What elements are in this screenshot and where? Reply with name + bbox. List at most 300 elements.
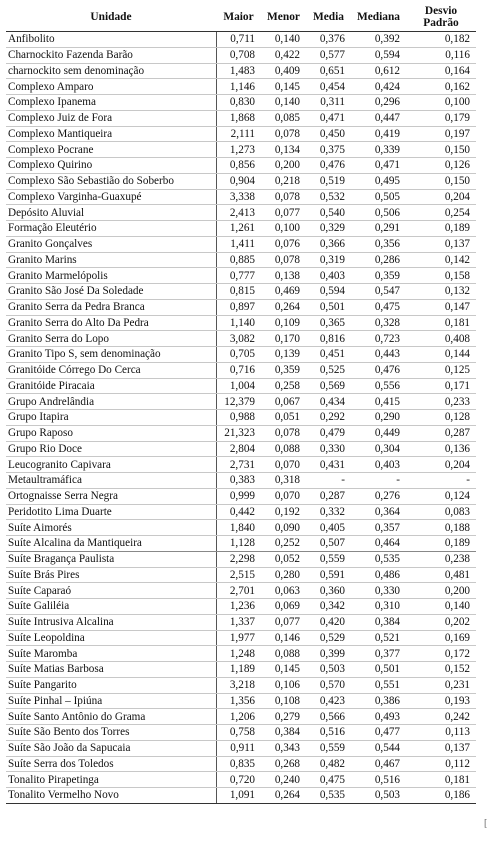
- cell-desvio: 0,189: [406, 221, 476, 237]
- cell-mediana: 0,471: [351, 158, 406, 174]
- cell-menor: 0,078: [261, 425, 306, 441]
- cell-unidade: Suíte Santo Antônio do Grama: [6, 709, 216, 725]
- cell-menor: 0,051: [261, 410, 306, 426]
- cell-mediana: 0,328: [351, 315, 406, 331]
- table-row: [6, 142, 476, 158]
- cell-desvio: 0,150: [406, 142, 476, 158]
- cell-menor: 0,409: [261, 63, 306, 79]
- table-row: [6, 646, 476, 662]
- cell-unidade: Depósito Aluvial: [6, 205, 216, 221]
- table-row: [6, 457, 476, 473]
- cell-menor: 0,077: [261, 205, 306, 221]
- cell-desvio: 0,408: [406, 331, 476, 347]
- cell-mediana: 0,594: [351, 47, 406, 63]
- cell-media: 0,519: [306, 173, 351, 189]
- cell-menor: 0,090: [261, 520, 306, 536]
- cell-unidade: Granito Marins: [6, 252, 216, 268]
- cell-unidade: Complexo Varginha-Guaxupé: [6, 189, 216, 205]
- cell-maior: 1,189: [216, 662, 261, 678]
- table-body: [6, 32, 476, 804]
- cell-maior: 21,323: [216, 425, 261, 441]
- cell-maior: 0,383: [216, 473, 261, 489]
- cell-mediana: 0,556: [351, 378, 406, 394]
- cell-media: 0,287: [306, 488, 351, 504]
- cell-unidade: Complexo Pocrane: [6, 142, 216, 158]
- cell-unidade: Granito Serra da Pedra Branca: [6, 299, 216, 315]
- cell-desvio: 0,113: [406, 725, 476, 741]
- header-media: Media: [306, 3, 351, 32]
- cell-desvio: 0,083: [406, 504, 476, 520]
- cell-mediana: 0,296: [351, 95, 406, 111]
- cell-maior: 0,856: [216, 158, 261, 174]
- cell-maior: 0,442: [216, 504, 261, 520]
- cell-media: 0,311: [306, 95, 351, 111]
- cell-media: 0,591: [306, 567, 351, 583]
- table-row: [6, 189, 476, 205]
- cell-desvio: 0,193: [406, 693, 476, 709]
- cell-maior: 2,413: [216, 205, 261, 221]
- cell-mediana: 0,475: [351, 299, 406, 315]
- cell-mediana: 0,304: [351, 441, 406, 457]
- cell-media: 0,375: [306, 142, 351, 158]
- cell-unidade: Granito Serra do Alto Da Pedra: [6, 315, 216, 331]
- cell-menor: 0,240: [261, 772, 306, 788]
- cell-media: 0,479: [306, 425, 351, 441]
- table-row: [6, 378, 476, 394]
- cell-menor: 0,170: [261, 331, 306, 347]
- cell-menor: 0,422: [261, 47, 306, 63]
- cell-unidade: Granito Serra do Lopo: [6, 331, 216, 347]
- cell-maior: 0,999: [216, 488, 261, 504]
- cell-media: 0,450: [306, 126, 351, 142]
- cell-media: 0,535: [306, 788, 351, 804]
- table-row: [6, 410, 476, 426]
- table-row: [6, 158, 476, 174]
- cell-desvio: 0,481: [406, 567, 476, 583]
- cell-media: 0,569: [306, 378, 351, 394]
- cell-desvio: 0,254: [406, 205, 476, 221]
- cell-desvio: 0,189: [406, 536, 476, 552]
- cell-desvio: 0,116: [406, 47, 476, 63]
- cell-mediana: 0,415: [351, 394, 406, 410]
- cell-media: 0,319: [306, 252, 351, 268]
- cell-maior: 2,515: [216, 567, 261, 583]
- cell-media: 0,471: [306, 110, 351, 126]
- cell-maior: 1,356: [216, 693, 261, 709]
- cell-mediana: 0,419: [351, 126, 406, 142]
- cell-desvio: 0,233: [406, 394, 476, 410]
- cell-mediana: 0,493: [351, 709, 406, 725]
- table-row: [6, 551, 476, 567]
- cell-media: 0,454: [306, 79, 351, 95]
- cell-desvio: 0,181: [406, 772, 476, 788]
- cell-unidade: Granitóide Piracaia: [6, 378, 216, 394]
- cell-desvio: 0,125: [406, 362, 476, 378]
- table-row: [6, 756, 476, 772]
- table-header: [6, 3, 476, 32]
- cell-menor: 0,343: [261, 740, 306, 756]
- statistics-table: [6, 3, 476, 804]
- cell-desvio: 0,179: [406, 110, 476, 126]
- cell-maior: 2,298: [216, 551, 261, 567]
- cell-unidade: Grupo Raposo: [6, 425, 216, 441]
- cell-menor: 0,088: [261, 646, 306, 662]
- table-row: [6, 362, 476, 378]
- cell-mediana: 0,521: [351, 630, 406, 646]
- header-mediana: Mediana: [351, 3, 406, 32]
- cell-media: 0,570: [306, 677, 351, 693]
- cell-mediana: -: [351, 473, 406, 489]
- table-row: [6, 47, 476, 63]
- cell-menor: 0,134: [261, 142, 306, 158]
- cell-maior: 2,731: [216, 457, 261, 473]
- table-row: [6, 709, 476, 725]
- cell-unidade: Suíte Caparaó: [6, 583, 216, 599]
- cell-desvio: 0,136: [406, 441, 476, 457]
- cell-mediana: 0,310: [351, 599, 406, 615]
- table-row: [6, 425, 476, 441]
- cell-mediana: 0,339: [351, 142, 406, 158]
- cell-unidade: Suíte São João da Sapucaia: [6, 740, 216, 756]
- cell-menor: 0,280: [261, 567, 306, 583]
- cell-unidade: Suíte Aimorés: [6, 520, 216, 536]
- cell-mediana: 0,476: [351, 362, 406, 378]
- header-desvio-padrao: [406, 3, 476, 32]
- cell-media: 0,405: [306, 520, 351, 536]
- cell-mediana: 0,290: [351, 410, 406, 426]
- cell-unidade: Suíte Galiléia: [6, 599, 216, 615]
- cell-maior: 1,977: [216, 630, 261, 646]
- table-row: [6, 567, 476, 583]
- cell-unidade: Suíte Pangarito: [6, 677, 216, 693]
- cell-unidade: Grupo Andrelândia: [6, 394, 216, 410]
- cell-unidade: Grupo Itapira: [6, 410, 216, 426]
- cell-maior: 1,483: [216, 63, 261, 79]
- cell-unidade: Metaultramáfica: [6, 473, 216, 489]
- cell-media: 0,516: [306, 725, 351, 741]
- cell-desvio: 0,152: [406, 662, 476, 678]
- table-row: [6, 772, 476, 788]
- cell-media: 0,577: [306, 47, 351, 63]
- cell-unidade: Granito Tipo S, sem denominação: [6, 347, 216, 363]
- cell-menor: 0,100: [261, 221, 306, 237]
- cell-maior: 2,701: [216, 583, 261, 599]
- cell-media: 0,525: [306, 362, 351, 378]
- cell-media: 0,399: [306, 646, 351, 662]
- cell-maior: 1,140: [216, 315, 261, 331]
- cell-desvio: 0,124: [406, 488, 476, 504]
- cell-media: 0,540: [306, 205, 351, 221]
- cell-unidade: Suíte Intrusiva Alcalina: [6, 614, 216, 630]
- cell-maior: 1,337: [216, 614, 261, 630]
- cell-maior: 0,815: [216, 284, 261, 300]
- table-row: [6, 394, 476, 410]
- corner-mark: [: [484, 818, 488, 829]
- cell-menor: 0,140: [261, 95, 306, 111]
- cell-desvio: 0,171: [406, 378, 476, 394]
- cell-unidade: Suíte Serra dos Toledos: [6, 756, 216, 772]
- cell-media: 0,475: [306, 772, 351, 788]
- table-row: [6, 583, 476, 599]
- table-row: [6, 488, 476, 504]
- cell-desvio: 0,142: [406, 252, 476, 268]
- table-row: [6, 63, 476, 79]
- cell-maior: 0,988: [216, 410, 261, 426]
- cell-maior: 2,804: [216, 441, 261, 457]
- cell-desvio: 0,202: [406, 614, 476, 630]
- cell-menor: 0,063: [261, 583, 306, 599]
- cell-maior: 1,004: [216, 378, 261, 394]
- table-row: [6, 693, 476, 709]
- cell-desvio: -: [406, 473, 476, 489]
- cell-media: 0,594: [306, 284, 351, 300]
- cell-media: 0,501: [306, 299, 351, 315]
- cell-media: 0,329: [306, 221, 351, 237]
- cell-media: 0,503: [306, 662, 351, 678]
- cell-unidade: Anfibolito: [6, 32, 216, 48]
- cell-maior: 1,206: [216, 709, 261, 725]
- cell-media: 0,332: [306, 504, 351, 520]
- cell-menor: 0,318: [261, 473, 306, 489]
- table-row: [6, 268, 476, 284]
- cell-unidade: Complexo Quirino: [6, 158, 216, 174]
- cell-unidade: Tonalito Pirapetinga: [6, 772, 216, 788]
- cell-maior: 1,128: [216, 536, 261, 552]
- cell-maior: 1,840: [216, 520, 261, 536]
- header-row: [6, 3, 476, 32]
- cell-mediana: 0,386: [351, 693, 406, 709]
- cell-unidade: Formação Eleutério: [6, 221, 216, 237]
- header-menor: Menor: [261, 3, 306, 32]
- table-row: [6, 205, 476, 221]
- table-row: [6, 473, 476, 489]
- cell-desvio: 0,162: [406, 79, 476, 95]
- cell-menor: 0,088: [261, 441, 306, 457]
- header-unidade: Unidade: [6, 3, 216, 32]
- cell-maior: 1,146: [216, 79, 261, 95]
- cell-menor: 0,192: [261, 504, 306, 520]
- cell-desvio: 0,100: [406, 95, 476, 111]
- cell-menor: 0,108: [261, 693, 306, 709]
- cell-media: 0,434: [306, 394, 351, 410]
- cell-unidade: Complexo Amparo: [6, 79, 216, 95]
- cell-maior: 0,911: [216, 740, 261, 756]
- cell-mediana: 0,364: [351, 504, 406, 520]
- cell-menor: 0,469: [261, 284, 306, 300]
- cell-maior: 0,720: [216, 772, 261, 788]
- cell-maior: 1,236: [216, 599, 261, 615]
- cell-desvio: 0,172: [406, 646, 476, 662]
- cell-media: 0,342: [306, 599, 351, 615]
- cell-unidade: Suíte São Bento dos Torres: [6, 725, 216, 741]
- table-row: [6, 740, 476, 756]
- cell-menor: 0,067: [261, 394, 306, 410]
- table-row: [6, 677, 476, 693]
- cell-mediana: 0,330: [351, 583, 406, 599]
- table-row: [6, 599, 476, 615]
- cell-mediana: 0,467: [351, 756, 406, 772]
- cell-mediana: 0,612: [351, 63, 406, 79]
- table-row: [6, 536, 476, 552]
- cell-desvio: 0,169: [406, 630, 476, 646]
- cell-mediana: 0,486: [351, 567, 406, 583]
- cell-desvio: 0,137: [406, 740, 476, 756]
- cell-menor: 0,268: [261, 756, 306, 772]
- cell-menor: 0,264: [261, 299, 306, 315]
- cell-menor: 0,069: [261, 599, 306, 615]
- cell-media: 0,420: [306, 614, 351, 630]
- cell-mediana: 0,516: [351, 772, 406, 788]
- cell-unidade: Peridotito Lima Duarte: [6, 504, 216, 520]
- cell-desvio: 0,126: [406, 158, 476, 174]
- table-row: [6, 504, 476, 520]
- cell-mediana: 0,357: [351, 520, 406, 536]
- cell-menor: 0,264: [261, 788, 306, 804]
- cell-mediana: 0,501: [351, 662, 406, 678]
- cell-mediana: 0,723: [351, 331, 406, 347]
- cell-unidade: Charnockito Fazenda Barão: [6, 47, 216, 63]
- cell-media: 0,559: [306, 551, 351, 567]
- cell-media: 0,476: [306, 158, 351, 174]
- cell-media: 0,403: [306, 268, 351, 284]
- table-row: [6, 662, 476, 678]
- table-row: [6, 252, 476, 268]
- cell-desvio: 0,197: [406, 126, 476, 142]
- cell-mediana: 0,544: [351, 740, 406, 756]
- cell-media: 0,366: [306, 236, 351, 252]
- cell-mediana: 0,286: [351, 252, 406, 268]
- cell-maior: 0,897: [216, 299, 261, 315]
- cell-unidade: Suíte Alcalina da Mantiqueira: [6, 536, 216, 552]
- table-row: [6, 614, 476, 630]
- cell-maior: 1,248: [216, 646, 261, 662]
- cell-desvio: 0,204: [406, 457, 476, 473]
- cell-maior: 0,830: [216, 95, 261, 111]
- cell-menor: 0,138: [261, 268, 306, 284]
- cell-desvio: 0,200: [406, 583, 476, 599]
- cell-media: 0,532: [306, 189, 351, 205]
- cell-desvio: 0,287: [406, 425, 476, 441]
- cell-unidade: charnockito sem denominação: [6, 63, 216, 79]
- cell-menor: 0,077: [261, 614, 306, 630]
- cell-unidade: Leucogranito Capivara: [6, 457, 216, 473]
- cell-media: 0,360: [306, 583, 351, 599]
- cell-desvio: 0,181: [406, 315, 476, 331]
- cell-unidade: Granitóide Córrego Do Cerca: [6, 362, 216, 378]
- cell-desvio: 0,112: [406, 756, 476, 772]
- cell-mediana: 0,477: [351, 725, 406, 741]
- cell-menor: 0,145: [261, 79, 306, 95]
- cell-mediana: 0,291: [351, 221, 406, 237]
- table-row: [6, 110, 476, 126]
- cell-media: 0,507: [306, 536, 351, 552]
- cell-unidade: Suíte Brás Pires: [6, 567, 216, 583]
- cell-menor: 0,139: [261, 347, 306, 363]
- table-row: [6, 299, 476, 315]
- cell-media: 0,292: [306, 410, 351, 426]
- cell-desvio: 0,147: [406, 299, 476, 315]
- cell-mediana: 0,392: [351, 32, 406, 48]
- table-row: [6, 630, 476, 646]
- cell-desvio: 0,144: [406, 347, 476, 363]
- cell-desvio: 0,188: [406, 520, 476, 536]
- cell-mediana: 0,356: [351, 236, 406, 252]
- table-row: [6, 284, 476, 300]
- cell-media: 0,330: [306, 441, 351, 457]
- cell-menor: 0,078: [261, 126, 306, 142]
- cell-menor: 0,252: [261, 536, 306, 552]
- table-row: [6, 331, 476, 347]
- cell-menor: 0,200: [261, 158, 306, 174]
- cell-desvio: 0,186: [406, 788, 476, 804]
- cell-mediana: 0,495: [351, 173, 406, 189]
- cell-mediana: 0,377: [351, 646, 406, 662]
- cell-media: -: [306, 473, 351, 489]
- cell-maior: 1,091: [216, 788, 261, 804]
- header-desvio-line1: Desvio: [424, 5, 458, 17]
- cell-desvio: 0,150: [406, 173, 476, 189]
- table-row: [6, 347, 476, 363]
- cell-unidade: Complexo Juiz de Fora: [6, 110, 216, 126]
- table-row: [6, 788, 476, 804]
- cell-menor: 0,359: [261, 362, 306, 378]
- cell-mediana: 0,276: [351, 488, 406, 504]
- cell-media: 0,816: [306, 331, 351, 347]
- header-desvio-line2: Padrão: [423, 17, 459, 29]
- cell-maior: 12,379: [216, 394, 261, 410]
- table-row: [6, 126, 476, 142]
- cell-media: 0,529: [306, 630, 351, 646]
- cell-mediana: 0,505: [351, 189, 406, 205]
- cell-mediana: 0,535: [351, 551, 406, 567]
- cell-desvio: 0,140: [406, 599, 476, 615]
- cell-desvio: 0,238: [406, 551, 476, 567]
- cell-menor: 0,146: [261, 630, 306, 646]
- cell-maior: 0,758: [216, 725, 261, 741]
- cell-mediana: 0,551: [351, 677, 406, 693]
- cell-menor: 0,140: [261, 32, 306, 48]
- cell-mediana: 0,506: [351, 205, 406, 221]
- table-row: [6, 725, 476, 741]
- cell-maior: 1,273: [216, 142, 261, 158]
- cell-unidade: Granito Marmelópolis: [6, 268, 216, 284]
- cell-media: 0,651: [306, 63, 351, 79]
- cell-mediana: 0,547: [351, 284, 406, 300]
- cell-mediana: 0,503: [351, 788, 406, 804]
- cell-menor: 0,085: [261, 110, 306, 126]
- cell-maior: 0,711: [216, 32, 261, 48]
- cell-mediana: 0,464: [351, 536, 406, 552]
- cell-menor: 0,218: [261, 173, 306, 189]
- cell-maior: 0,708: [216, 47, 261, 63]
- cell-maior: 0,904: [216, 173, 261, 189]
- cell-desvio: 0,182: [406, 32, 476, 48]
- cell-maior: 2,111: [216, 126, 261, 142]
- cell-mediana: 0,449: [351, 425, 406, 441]
- cell-media: 0,365: [306, 315, 351, 331]
- cell-desvio: 0,132: [406, 284, 476, 300]
- cell-unidade: Granito Gonçalves: [6, 236, 216, 252]
- cell-menor: 0,384: [261, 725, 306, 741]
- cell-mediana: 0,403: [351, 457, 406, 473]
- table-row: [6, 79, 476, 95]
- cell-unidade: Granito São José Da Soledade: [6, 284, 216, 300]
- cell-menor: 0,070: [261, 488, 306, 504]
- table-row: [6, 441, 476, 457]
- cell-maior: 3,338: [216, 189, 261, 205]
- cell-unidade: Tonalito Vermelho Novo: [6, 788, 216, 804]
- cell-desvio: 0,231: [406, 677, 476, 693]
